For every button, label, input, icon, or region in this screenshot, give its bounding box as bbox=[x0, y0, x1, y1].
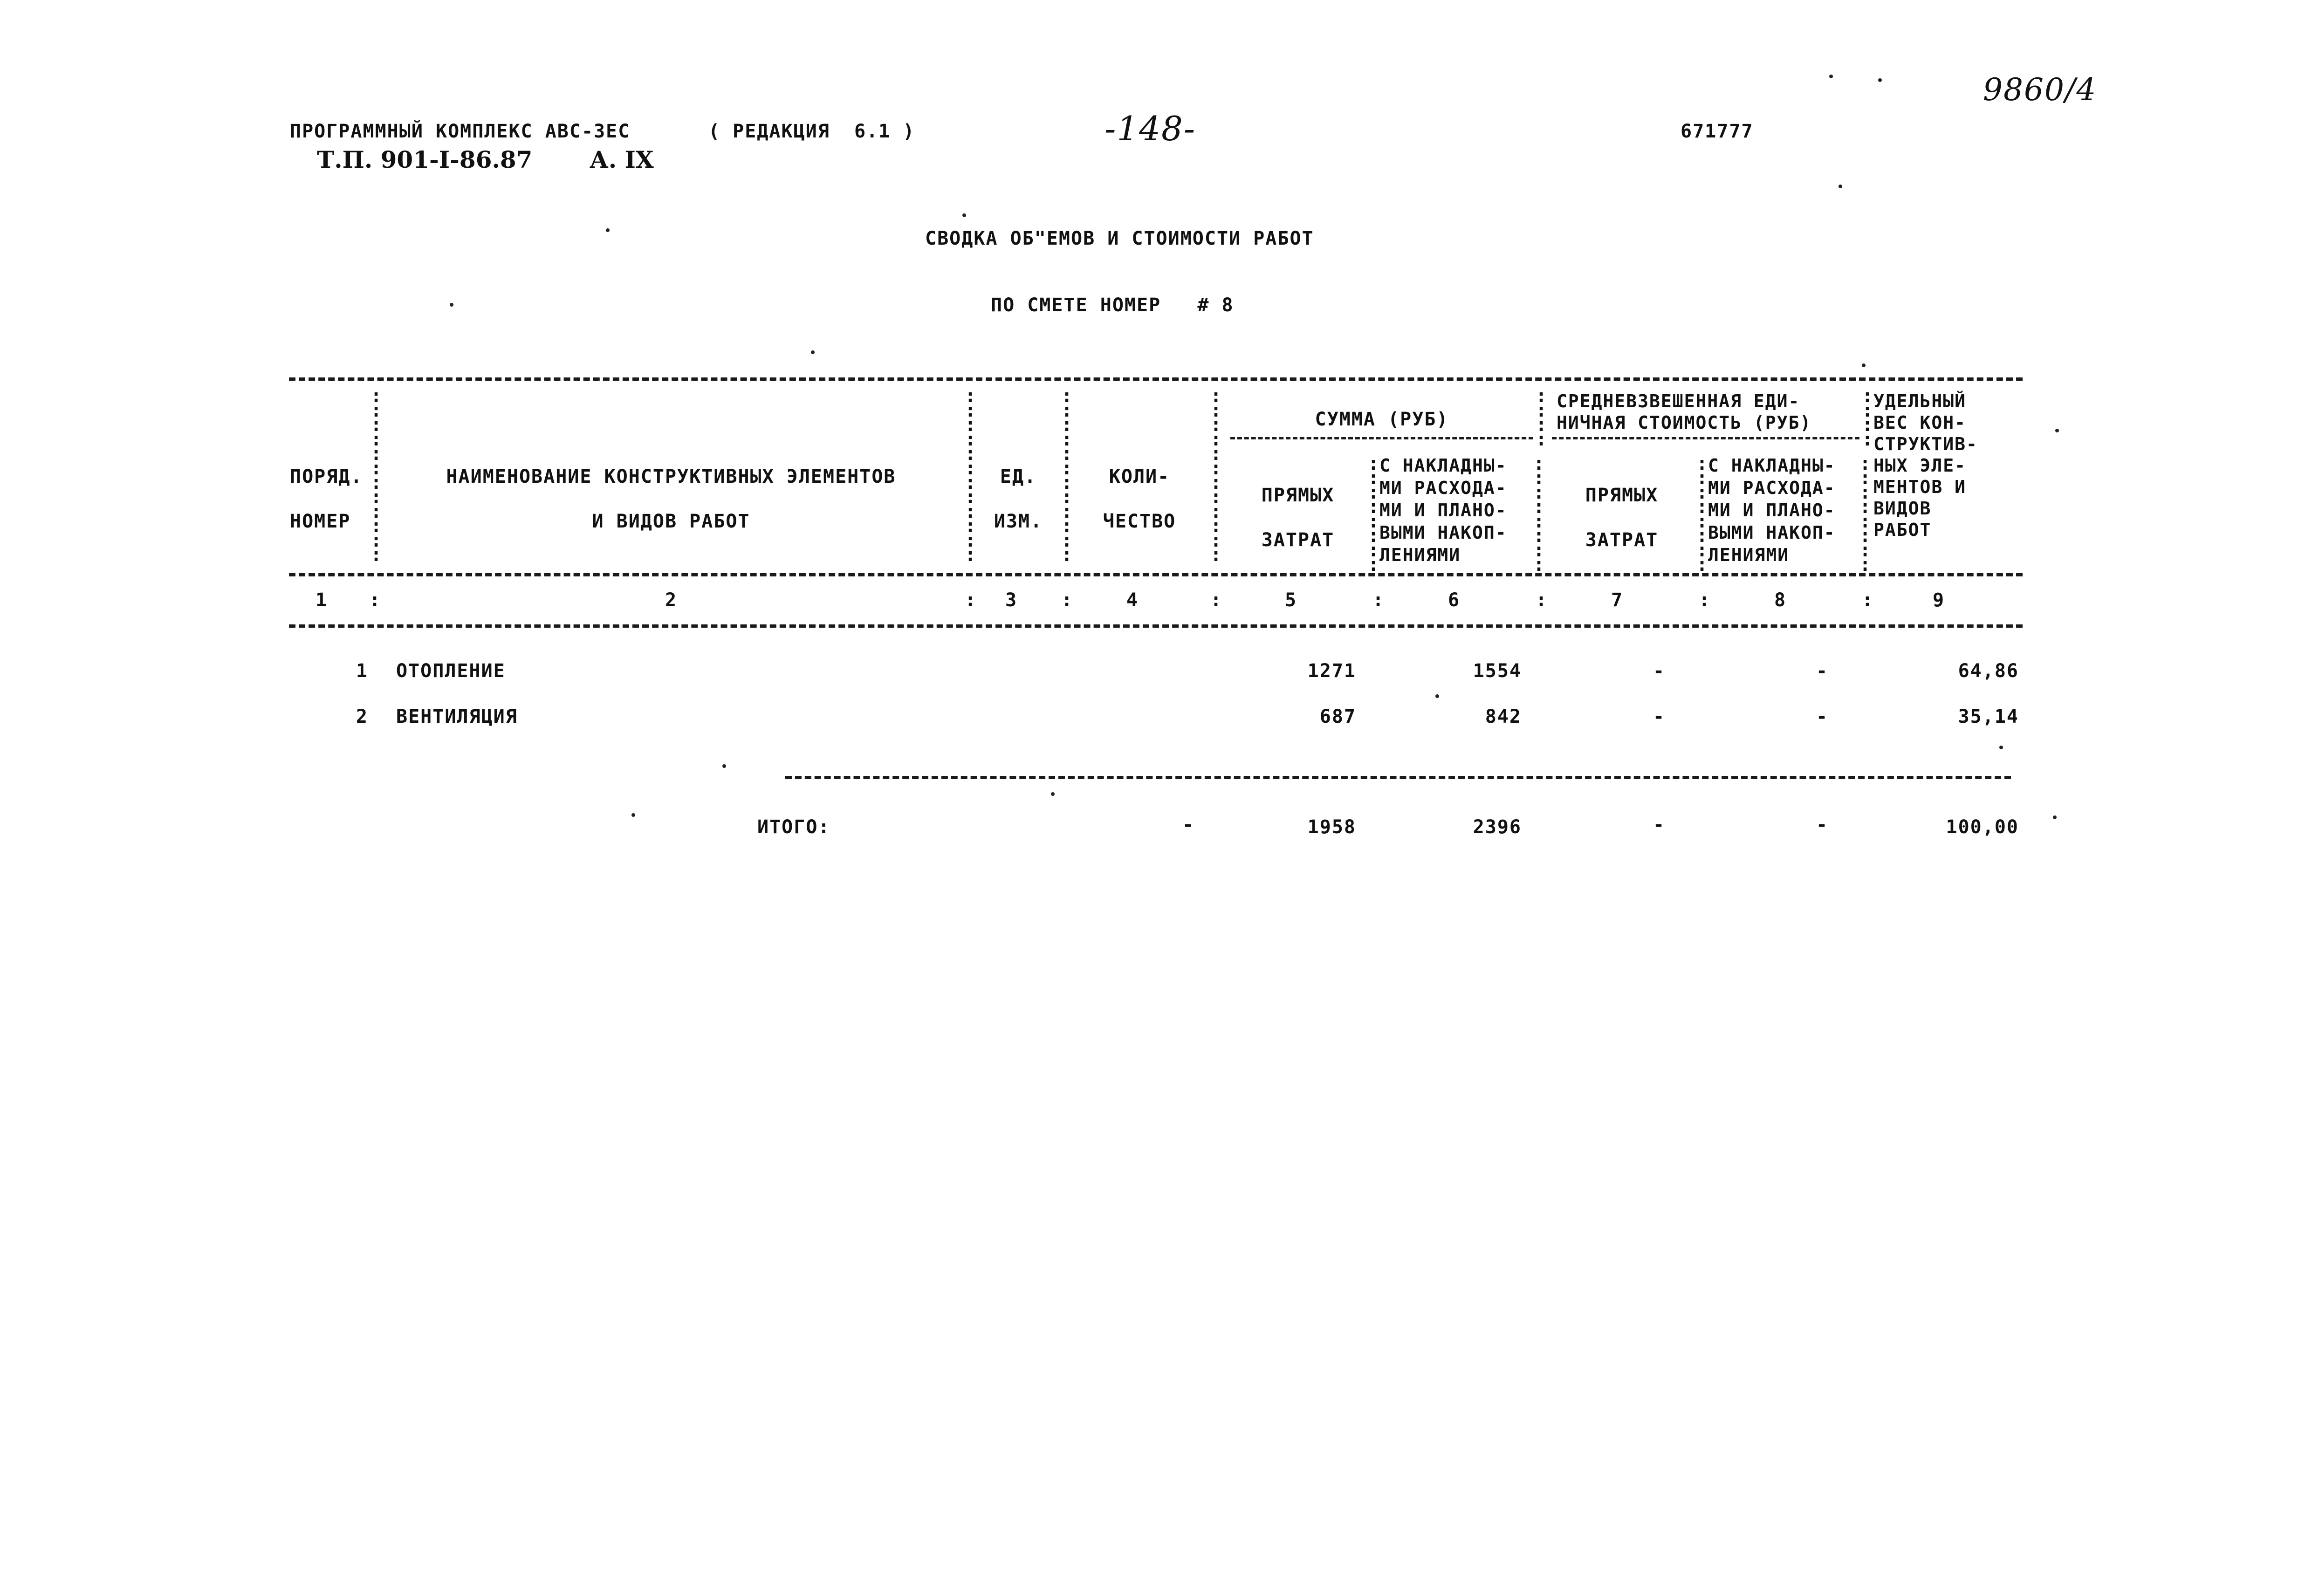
program-edition: ( РЕДАКЦИЯ 6.1 ) bbox=[708, 121, 915, 142]
total-avg-overhead: - bbox=[1816, 814, 1829, 836]
header-col8: С НАКЛАДНЫ- МИ РАСХОДА- МИ И ПЛАНО- ВЫМИ НАКОП- ЛЕНИЯМИ bbox=[1708, 455, 1836, 565]
row-name: ОТОПЛЕНИЕ bbox=[396, 660, 506, 682]
document-title: СВОДКА ОБ"ЕМОВ И СТОИМОСТИ РАБОТ bbox=[925, 228, 1314, 249]
estimate-number: ПО СМЕТЕ НОМЕР # 8 bbox=[991, 295, 1234, 316]
column-number: 5 bbox=[1284, 589, 1297, 611]
column-number: 9 bbox=[1932, 589, 1945, 611]
row-direct: 1271 bbox=[1307, 660, 1356, 682]
column-number: 3 bbox=[1005, 589, 1018, 611]
sum-group-rule bbox=[1230, 437, 1533, 439]
total-label: ИТОГО: bbox=[757, 816, 830, 838]
total-weight: 100,00 bbox=[1946, 816, 2019, 838]
row-weight: 64,86 bbox=[1958, 660, 2019, 682]
project-code: Т.П. 901-I-86.87 bbox=[317, 146, 533, 173]
program-name: ПРОГРАММНЫЙ КОМПЛЕКС АВС-ЗЕС bbox=[290, 121, 631, 142]
total-rule bbox=[785, 776, 2011, 779]
table-top-rule bbox=[289, 377, 2023, 381]
row-avg-direct: - bbox=[1653, 706, 1666, 727]
album-number: А. IX bbox=[590, 146, 654, 173]
header-col9: УДЕЛЬНЫЙ ВЕС КОН- СТРУКТИВ- НЫХ ЭЛЕ- МЕНТОВ И ВИДОВ РАБОТ bbox=[1873, 391, 1978, 540]
header-col7: ПРЯМЫХ ЗАТРАТ bbox=[1585, 485, 1659, 551]
document-code: 671777 bbox=[1681, 121, 1754, 142]
column-number: 4 bbox=[1126, 589, 1139, 611]
row-name: ВЕНТИЛЯЦИЯ bbox=[396, 706, 518, 727]
row-avg-direct: - bbox=[1653, 660, 1666, 682]
total-quantity: - bbox=[1182, 814, 1195, 836]
header-col5: ПРЯМЫХ ЗАТРАТ bbox=[1261, 485, 1335, 551]
row-weight: 35,14 bbox=[1958, 706, 2019, 727]
header-bottom-rule bbox=[289, 573, 2023, 576]
total-overhead: 2396 bbox=[1473, 816, 1522, 838]
column-number: 1 bbox=[315, 589, 328, 611]
column-number: 2 bbox=[665, 589, 678, 611]
header-avg-group: СРЕДНЕВЗВЕШЕННАЯ ЕДИ- НИЧНАЯ СТОИМОСТЬ (РУБ) bbox=[1557, 391, 1812, 433]
header-sum-group: СУММА (РУБ) bbox=[1315, 409, 1449, 430]
row-number: 2 bbox=[356, 706, 368, 727]
header-col3: ЕД. ИЗМ. bbox=[994, 466, 1043, 532]
column-number: 8 bbox=[1774, 589, 1787, 611]
avg-group-rule bbox=[1552, 437, 1859, 439]
row-number: 1 bbox=[356, 660, 368, 682]
total-direct: 1958 bbox=[1307, 816, 1356, 838]
archive-number: 9860/4 bbox=[1983, 72, 2097, 108]
row-direct: 687 bbox=[1319, 706, 1356, 727]
row-overhead: 842 bbox=[1485, 706, 1522, 727]
header-col1: ПОРЯД. НОМЕР bbox=[290, 466, 363, 532]
header-col4: КОЛИ- ЧЕСТВО bbox=[1103, 466, 1176, 532]
total-avg-direct: - bbox=[1653, 814, 1666, 836]
column-number: 6 bbox=[1448, 589, 1461, 611]
column-numbers-rule bbox=[289, 624, 2023, 628]
row-avg-overhead: - bbox=[1816, 706, 1829, 727]
header-col2: НАИМЕНОВАНИЕ КОНСТРУКТИВНЫХ ЭЛЕМЕНТОВ И ВИДОВ РАБОТ bbox=[446, 466, 896, 532]
row-avg-overhead: - bbox=[1816, 660, 1829, 682]
row-overhead: 1554 bbox=[1473, 660, 1522, 682]
page-number: -148- bbox=[1105, 109, 1196, 148]
column-number: 7 bbox=[1611, 589, 1624, 611]
header-col6: С НАКЛАДНЫ- МИ РАСХОДА- МИ И ПЛАНО- ВЫМИ НАКОП- ЛЕНИЯМИ bbox=[1379, 455, 1507, 565]
